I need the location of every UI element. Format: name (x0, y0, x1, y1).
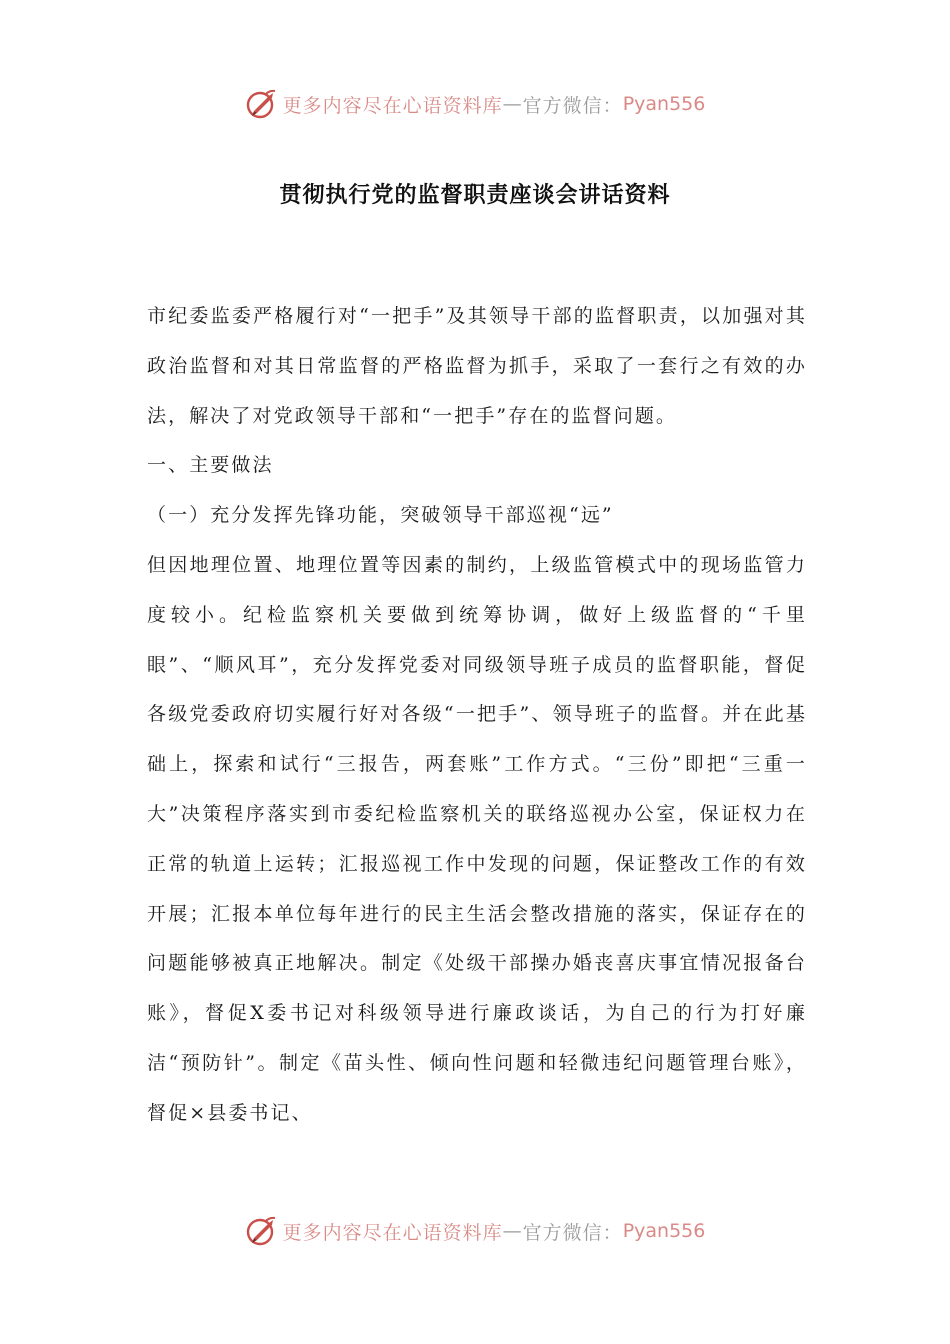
watermark-dash: — (502, 93, 523, 115)
subsection-heading: （一）充分发挥先锋功能，突破领导干部巡视“远” (147, 504, 614, 527)
paragraph-body: 但因地理位置、地理位置等因素的制约，上级监管模式中的现场监管力度较小。纪检监察机关要做到统筹协调，做好上级监督的“千里眼”、“顺风耳”，充分发挥党委对同级领导班子成员的监督职能，督促各级党委政府切实履行好对各级“一把手”、领导班子的监督。并在此基础上，探索和试行“三报告，两套账”工作方式。“三份”即把“三重一大”决策程序落实到市委纪检监察机关的联络巡视办公室，保证权力在正常的轨道上运转；汇报巡视工作中发现的问题，保证整改工作的有效开展；汇报本单位每年进行的民主生活会整改措施的落实，保证存在的问题能够被真正地解决。制定《处级干部操办婚丧喜庆事宜情况报备台账》，督促X委书记对科级领导进行廉政谈话，为自己的行为打好廉洁“预防针”。制定《苗头性、倾向性问题和轻微违纪问题管理台账》，督促×县委书记、 (147, 553, 807, 1124)
watermark-wechat-id: Pyan556 (622, 1220, 706, 1242)
watermark-prefix: 更多内容尽在心语资料库 (282, 94, 503, 117)
document-title: 贯彻执行党的监督职责座谈会讲话资料 (279, 183, 671, 208)
watermark-prefix: 更多内容尽在心语资料库 (282, 1221, 503, 1244)
watermark-header (0, 84, 950, 124)
watermark-wechat-id: Pyan556 (622, 93, 706, 115)
pen-logo-icon (245, 1214, 279, 1248)
watermark-footer (0, 1211, 950, 1251)
watermark-wechat-label: 官方微信： (522, 94, 623, 117)
document-body (147, 292, 807, 1139)
pen-logo-icon (245, 87, 279, 121)
watermark-dash: — (502, 1220, 523, 1242)
section-heading: 一、主要做法 (147, 454, 274, 477)
paragraph-intro: 市纪委监委严格履行对“一把手”及其领导干部的监督职责，以加强对其政治监督和对其日常监督的严格监督为抓手，采取了一套行之有效的办法，解决了对党政领导干部和“一把手”存在的监督问题。 (147, 305, 807, 427)
watermark-wechat-label: 官方微信： (522, 1221, 623, 1244)
